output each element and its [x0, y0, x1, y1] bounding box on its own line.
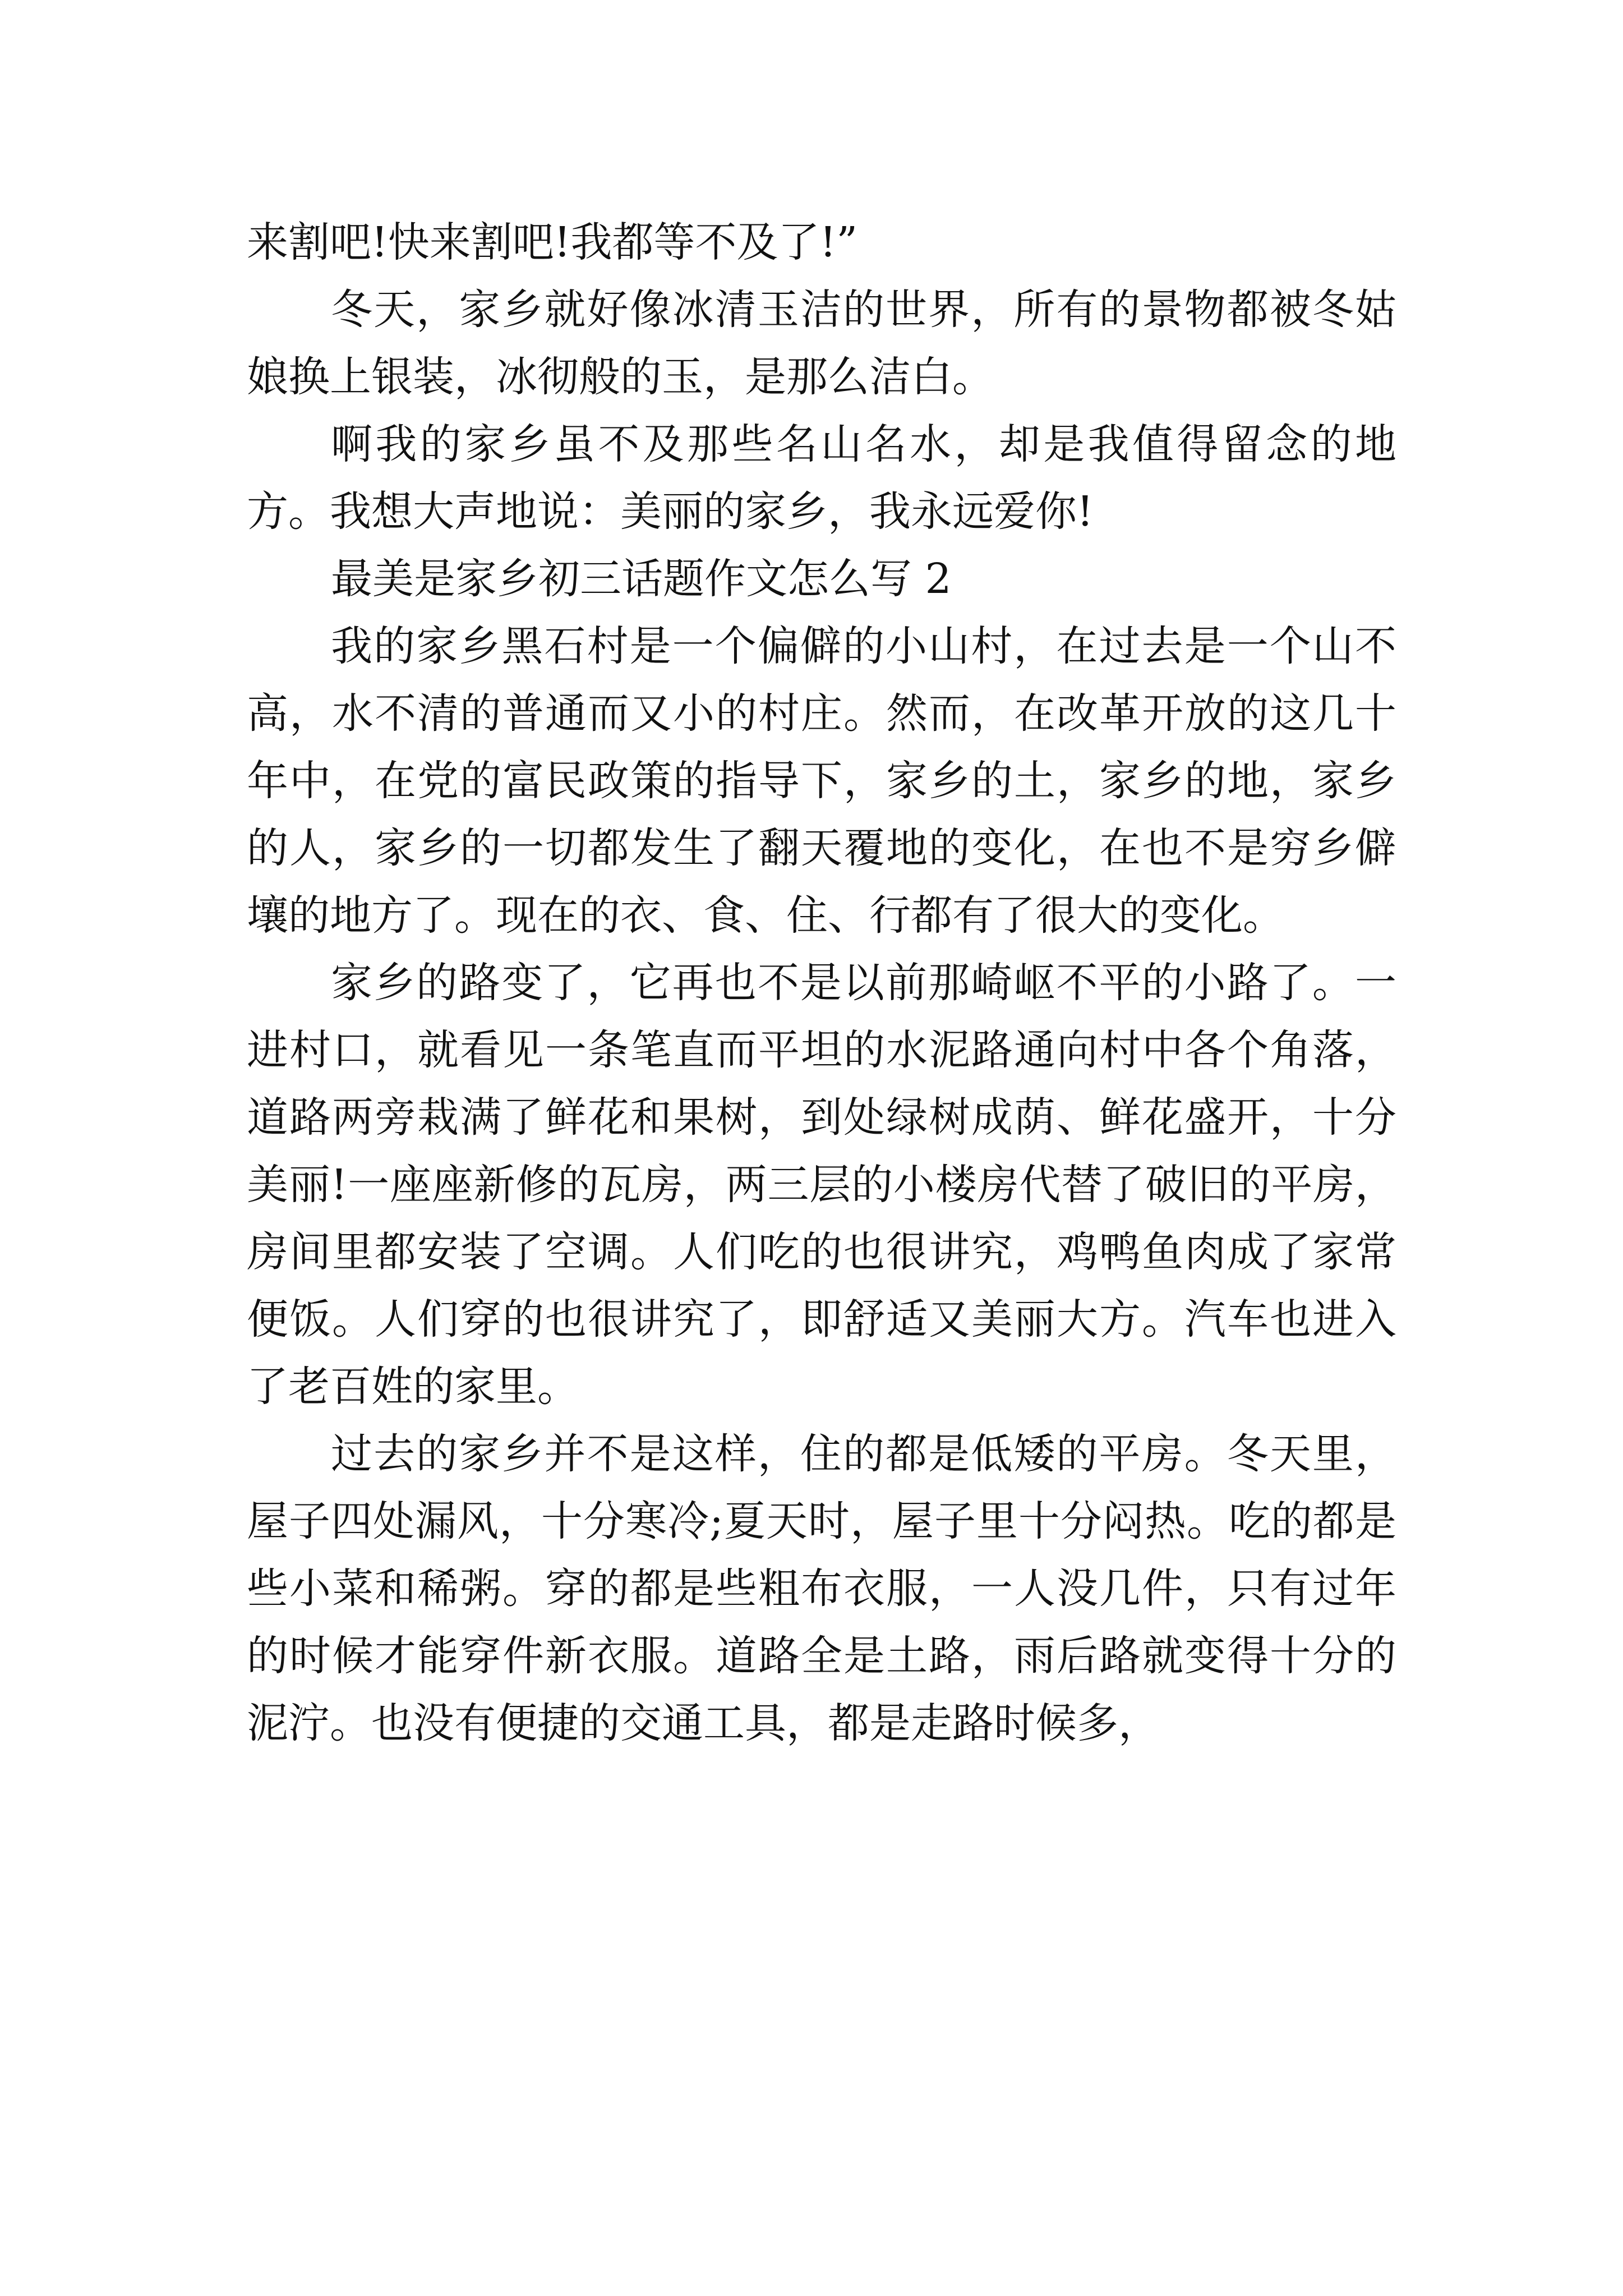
paragraph-continuation: 来割吧!快来割吧!我都等不及了!”	[247, 218, 858, 266]
paragraph-road-change: 家乡的路变了，它再也不是以前那崎岖不平的小路了。一进村口，就看见一条笔直而平坦的水泥路通向村中各个角落，道路两旁栽满了鲜花和果树，到处绿树成荫、鲜花盛开，十分美丽!一座座新修的瓦房，两三层的小楼房代替了破旧的平房，房间里都安装了空调。人们吃的也很讲究，鸡鸭鱼肉成了家常便饭。人们穿的也很讲究了，即舒适又美丽大方。汽车也进入了老百姓的家里。	[247, 959, 1396, 1411]
paragraph-conclusion: 啊我的家乡虽不及那些名山名水，却是我值得留念的地方。我想大声地说：美丽的家乡，我永远爱你!	[247, 420, 1396, 536]
paragraph-village-intro: 我的家乡黑石村是一个偏僻的小山村，在过去是一个山不高，水不清的普通而又小的村庄。然而，在改革开放的这几十年中，在党的富民政策的指导下，家乡的土，家乡的地，家乡的人，家乡的一切都发生了翻天覆地的变化，在也不是穷乡僻壤的地方了。现在的衣、食、住、行都有了很大的变化。	[247, 622, 1396, 940]
article-body	[247, 209, 1396, 1757]
essay-heading: 最美是家乡初三话题作文怎么写 2	[331, 555, 952, 603]
paragraph-winter: 冬天，家乡就好像冰清玉洁的世界，所有的景物都被冬姑娘换上银装，冰彻般的玉，是那么洁白。	[247, 286, 1396, 401]
paragraph-past-life: 过去的家乡并不是这样，住的都是低矮的平房。冬天里，屋子四处漏风，十分寒冷;夏天时，屋子里十分闷热。吃的都是些小菜和稀粥。穿的都是些粗布衣服，一人没几件，只有过年的时候才能穿件新衣服。道路全是土路，雨后路就变得十分的泥泞。也没有便捷的交通工具，都是走路时候多，	[247, 1430, 1396, 1747]
